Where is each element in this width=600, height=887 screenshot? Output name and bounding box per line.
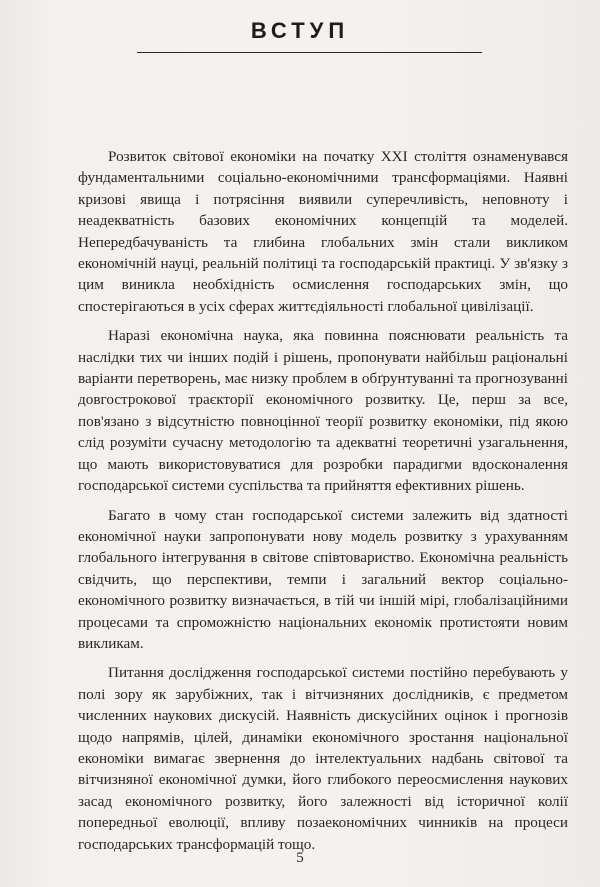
paragraph-2: Наразі економічна наука, яка повинна пояснювати реальність та наслідки тих чи інших подій і рішень, пропонувати найбільш раціональні варіанти перетворень, має низку проблем в обґрунтуванні та прогнозуванні довгострокової траєкторії економічного розвитку. Це, перш за все, пов'язано з відсутністю повноцінної теорії розвитку економіки, під якою слід розуміти сучасну методологію та адекватні теоретичні узагальнення, що мають використовуватися для розробки парадигми вдосконалення господарської системи суспільства та прийняття ефективних рішень. (78, 327, 568, 495)
heading-underline (137, 52, 482, 53)
body-text (78, 146, 568, 863)
page-number: 5 (296, 850, 304, 866)
chapter-heading: ВСТУП (250, 18, 350, 43)
paragraph-3: Багато в чому стан господарської системи залежить від здатності економічної науки запропонувати нову модель розвитку з урахуванням глобального інтегрування в світове співтовариство. Економічна реальність свідчить, що перспективи, темпи і загальний вектор соціально-економічного розвитку визначається, в тій чи іншій мірі, глобалізаційними процесами та спроможністю національних економік протистояти новим викликам. (78, 506, 568, 652)
paragraph-4: Питання дослідження господарської системи постійно перебувають у полі зору як зарубіжних, так і вітчизняних дослідників, є предметом численних наукових дискусій. Наявність дискусійних оцінок і прогнозів щодо напрямів, цілей, динаміки економічного зростання національної економіки вимагає звернення до інтелектуальних надбань світової та вітчизняної економічної думки, його глибокого переосмислення наукових засад економічного розвитку, його залежності від історичної колії попередньої еволюції, впливу позаекономічних чинників на процеси господарських трансформацій тощо. (78, 664, 568, 853)
paragraph-1: Розвиток світової економіки на початку XXI століття ознаменувався фундаментальними соціально-економічними трансформаціями. Наявні кризові явища і потрясіння виявили суперечливість, неповноту і неадекватність базових економічних концепцій та моделей. Непередбачуваність та глибина глобальних змін стали викликом економічній науці, реальній політиці та господарській практиці. У зв'язку з цим виникла необхідність осмислення господарських змін, що спостерігаються в усіх сферах життєдіяльності глобальної цивілізації. (78, 148, 568, 315)
